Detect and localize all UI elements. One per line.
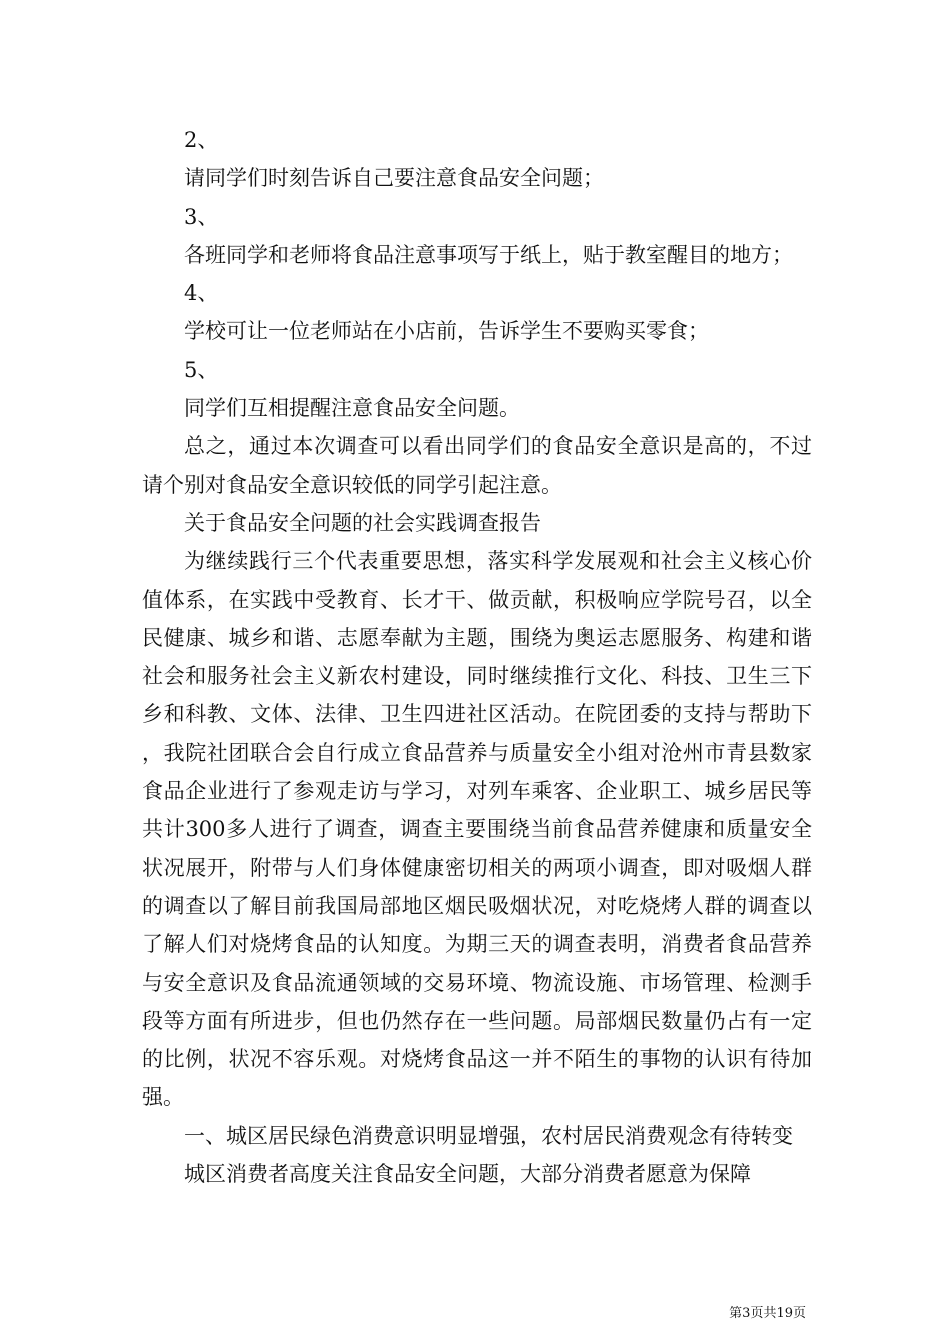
body-paragraph: 城区消费者高度关注食品安全问题，大部分消费者愿意为保障: [184, 1162, 751, 1187]
section-heading: 一、城区居民绿色消费意识明显增强，农村居民消费观念有待转变: [184, 1123, 793, 1148]
list-item-text: 请同学们时刻告诉自己要注意食品安全问题；: [184, 166, 604, 191]
list-item-text: 各班同学和老师将食品注意事项写于纸上，贴于教室醒目的地方；: [184, 242, 793, 267]
list-item-text: 同学们互相提醒注意食品安全问题。: [184, 396, 520, 421]
body-paragraph: 为继续践行三个代表重要思想，落实科学发展观和社会主义核心价值体系，在实践中受教育、长才干、做贡献，积极响应学院号召，以全民健康、城乡和谐、志愿奉献为主题，围绕为奥运志愿服务、构建和谐社会和服务社会主义新农村建设，同时继续推行文化、科技、卫生三下乡和科教、文体、法律、卫生四进社区活动。在院团委的支持与帮助下，我院社团联合会自行成立食品营养与质量安全小组对沧州市青县数家食品企业进行了参观走访与学习，对列车乘客、企业职工、城乡居民等共计300多人进行了调查，调查主要围绕当前食品营养健康和质量安全状况展开，附带与人们身体健康密切相关的两项小调查，即对吸烟人群的调查以了解目前我国局部地区烟民吸烟状况，对吃烧烤人群的调查以了解人们对烧烤食品的认知度。为期三天的调查表明，消费者食品营养与安全意识及食品流通领域的交易环境、物流设施、市场管理、检测手段等方面有所进步，但也仍然存在一些问题。局部烟民数量仍占有一定的比例，状况不容乐观。对烧烤食品这一并不陌生的事物的认识有待加强。: [142, 549, 812, 1110]
list-item-text: 学校可让一位老师站在小店前，告诉学生不要购买零食；: [184, 319, 709, 344]
list-number: 2、: [184, 128, 219, 152]
section-title: 关于食品安全问题的社会实践调查报告: [184, 510, 541, 535]
list-number: 5、: [184, 357, 219, 382]
page-number: 第3页共19页: [729, 1306, 806, 1321]
document-body: [142, 121, 812, 1193]
list-number: 3、: [184, 204, 219, 229]
summary-paragraph: 总之，通过本次调查可以看出同学们的食品安全意识是高的，不过请个别对食品安全意识较低的同学引起注意。: [142, 434, 812, 497]
list-number: 4、: [184, 281, 219, 306]
